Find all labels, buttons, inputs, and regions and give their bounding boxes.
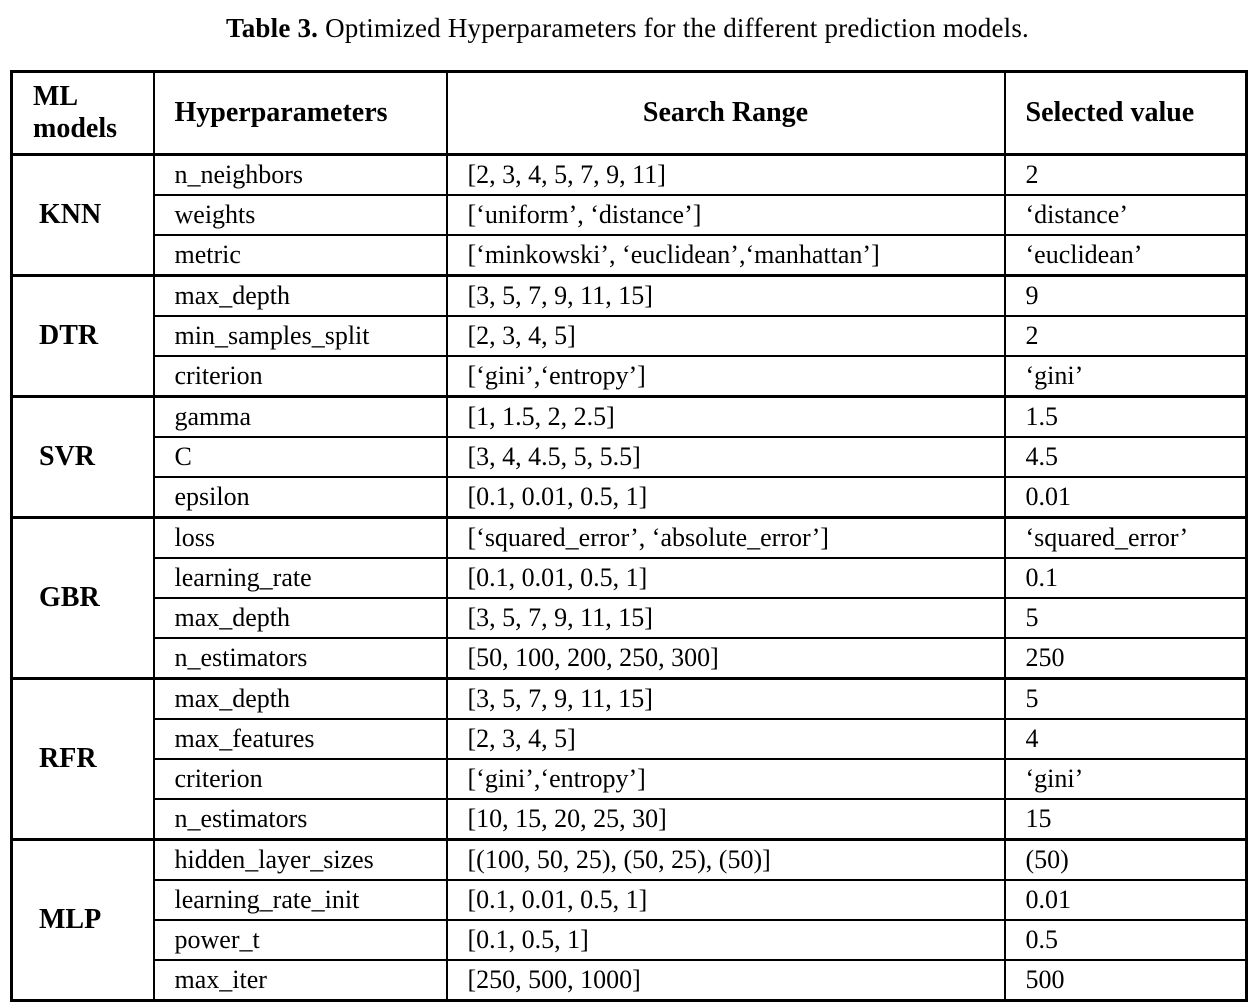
- selected-cell: ‘gini’: [1005, 356, 1247, 397]
- param-cell: power_t: [154, 920, 447, 960]
- table-row: [12, 356, 1247, 397]
- range-cell: [‘gini’,‘entropy’]: [447, 356, 1005, 397]
- range-cell: [2, 3, 4, 5, 7, 9, 11]: [447, 155, 1005, 196]
- selected-cell: 5: [1005, 598, 1247, 638]
- table-row: [12, 759, 1247, 799]
- model-cell-gbr: GBR: [12, 518, 154, 679]
- param-cell: epsilon: [154, 477, 447, 518]
- param-cell: n_estimators: [154, 638, 447, 679]
- param-cell: max_depth: [154, 679, 447, 720]
- param-cell: hidden_layer_sizes: [154, 840, 447, 881]
- selected-cell: 2: [1005, 316, 1247, 356]
- param-cell: gamma: [154, 397, 447, 438]
- table-row: [12, 679, 1247, 720]
- param-cell: n_estimators: [154, 799, 447, 840]
- range-cell: [0.1, 0.5, 1]: [447, 920, 1005, 960]
- selected-cell: 0.1: [1005, 558, 1247, 598]
- selected-cell: 15: [1005, 799, 1247, 840]
- selected-cell: 250: [1005, 638, 1247, 679]
- table-row: [12, 155, 1247, 196]
- param-cell: weights: [154, 195, 447, 235]
- table-row: [12, 840, 1247, 881]
- header-search-range: Search Range: [447, 72, 1005, 155]
- range-cell: [(100, 50, 25), (50, 25), (50)]: [447, 840, 1005, 881]
- table-caption: [0, 0, 1255, 44]
- range-cell: [2, 3, 4, 5]: [447, 316, 1005, 356]
- table-row: [12, 477, 1247, 518]
- param-cell: max_depth: [154, 598, 447, 638]
- hyperparameters-table: [10, 70, 1248, 1002]
- param-cell: max_iter: [154, 960, 447, 1001]
- table-caption-text: Optimized Hyperparameters for the different prediction models.: [318, 13, 1029, 43]
- table-row: [12, 558, 1247, 598]
- range-cell: [3, 5, 7, 9, 11, 15]: [447, 276, 1005, 317]
- model-cell-mlp: MLP: [12, 840, 154, 1001]
- table-row: [12, 235, 1247, 276]
- range-cell: [3, 4, 4.5, 5, 5.5]: [447, 437, 1005, 477]
- range-cell: [10, 15, 20, 25, 30]: [447, 799, 1005, 840]
- header-ml-models: ML models: [12, 72, 154, 155]
- param-cell: n_neighbors: [154, 155, 447, 196]
- range-cell: [‘uniform’, ‘distance’]: [447, 195, 1005, 235]
- selected-cell: 4.5: [1005, 437, 1247, 477]
- selected-cell: 0.5: [1005, 920, 1247, 960]
- table-row: [12, 880, 1247, 920]
- table-row: [12, 598, 1247, 638]
- header-selected-value: Selected value: [1005, 72, 1247, 155]
- header-hyperparameters: Hyperparameters: [154, 72, 447, 155]
- selected-cell: 2: [1005, 155, 1247, 196]
- table-row: [12, 195, 1247, 235]
- range-cell: [250, 500, 1000]: [447, 960, 1005, 1001]
- param-cell: criterion: [154, 356, 447, 397]
- range-cell: [0.1, 0.01, 0.5, 1]: [447, 880, 1005, 920]
- range-cell: [3, 5, 7, 9, 11, 15]: [447, 679, 1005, 720]
- table-row: [12, 960, 1247, 1001]
- range-cell: [2, 3, 4, 5]: [447, 719, 1005, 759]
- model-cell-knn: KNN: [12, 155, 154, 276]
- selected-cell: ‘gini’: [1005, 759, 1247, 799]
- range-cell: [‘minkowski’, ‘euclidean’,‘manhattan’]: [447, 235, 1005, 276]
- selected-cell: ‘euclidean’: [1005, 235, 1247, 276]
- param-cell: min_samples_split: [154, 316, 447, 356]
- selected-cell: 1.5: [1005, 397, 1247, 438]
- selected-cell: ‘distance’: [1005, 195, 1247, 235]
- table-row: [12, 920, 1247, 960]
- model-cell-dtr: DTR: [12, 276, 154, 397]
- selected-cell: 5: [1005, 679, 1247, 720]
- selected-cell: 500: [1005, 960, 1247, 1001]
- param-cell: learning_rate: [154, 558, 447, 598]
- table-row: [12, 276, 1247, 317]
- selected-cell: (50): [1005, 840, 1247, 881]
- selected-cell: ‘squared_error’: [1005, 518, 1247, 559]
- param-cell: max_features: [154, 719, 447, 759]
- param-cell: max_depth: [154, 276, 447, 317]
- param-cell: C: [154, 437, 447, 477]
- table-row: [12, 316, 1247, 356]
- table-row: [12, 437, 1247, 477]
- model-cell-rfr: RFR: [12, 679, 154, 840]
- selected-cell: 9: [1005, 276, 1247, 317]
- param-cell: metric: [154, 235, 447, 276]
- param-cell: loss: [154, 518, 447, 559]
- param-cell: criterion: [154, 759, 447, 799]
- range-cell: [50, 100, 200, 250, 300]: [447, 638, 1005, 679]
- selected-cell: 0.01: [1005, 477, 1247, 518]
- table-row: [12, 397, 1247, 438]
- range-cell: [3, 5, 7, 9, 11, 15]: [447, 598, 1005, 638]
- range-cell: [0.1, 0.01, 0.5, 1]: [447, 477, 1005, 518]
- param-cell: learning_rate_init: [154, 880, 447, 920]
- range-cell: [‘gini’,‘entropy’]: [447, 759, 1005, 799]
- table-caption-label: Table 3.: [226, 13, 319, 43]
- table-row: [12, 638, 1247, 679]
- table-row: [12, 799, 1247, 840]
- range-cell: [‘squared_error’, ‘absolute_error’]: [447, 518, 1005, 559]
- table-row: [12, 719, 1247, 759]
- selected-cell: 4: [1005, 719, 1247, 759]
- range-cell: [0.1, 0.01, 0.5, 1]: [447, 558, 1005, 598]
- selected-cell: 0.01: [1005, 880, 1247, 920]
- model-cell-svr: SVR: [12, 397, 154, 518]
- table-row: [12, 518, 1247, 559]
- range-cell: [1, 1.5, 2, 2.5]: [447, 397, 1005, 438]
- header-row: [12, 72, 1247, 155]
